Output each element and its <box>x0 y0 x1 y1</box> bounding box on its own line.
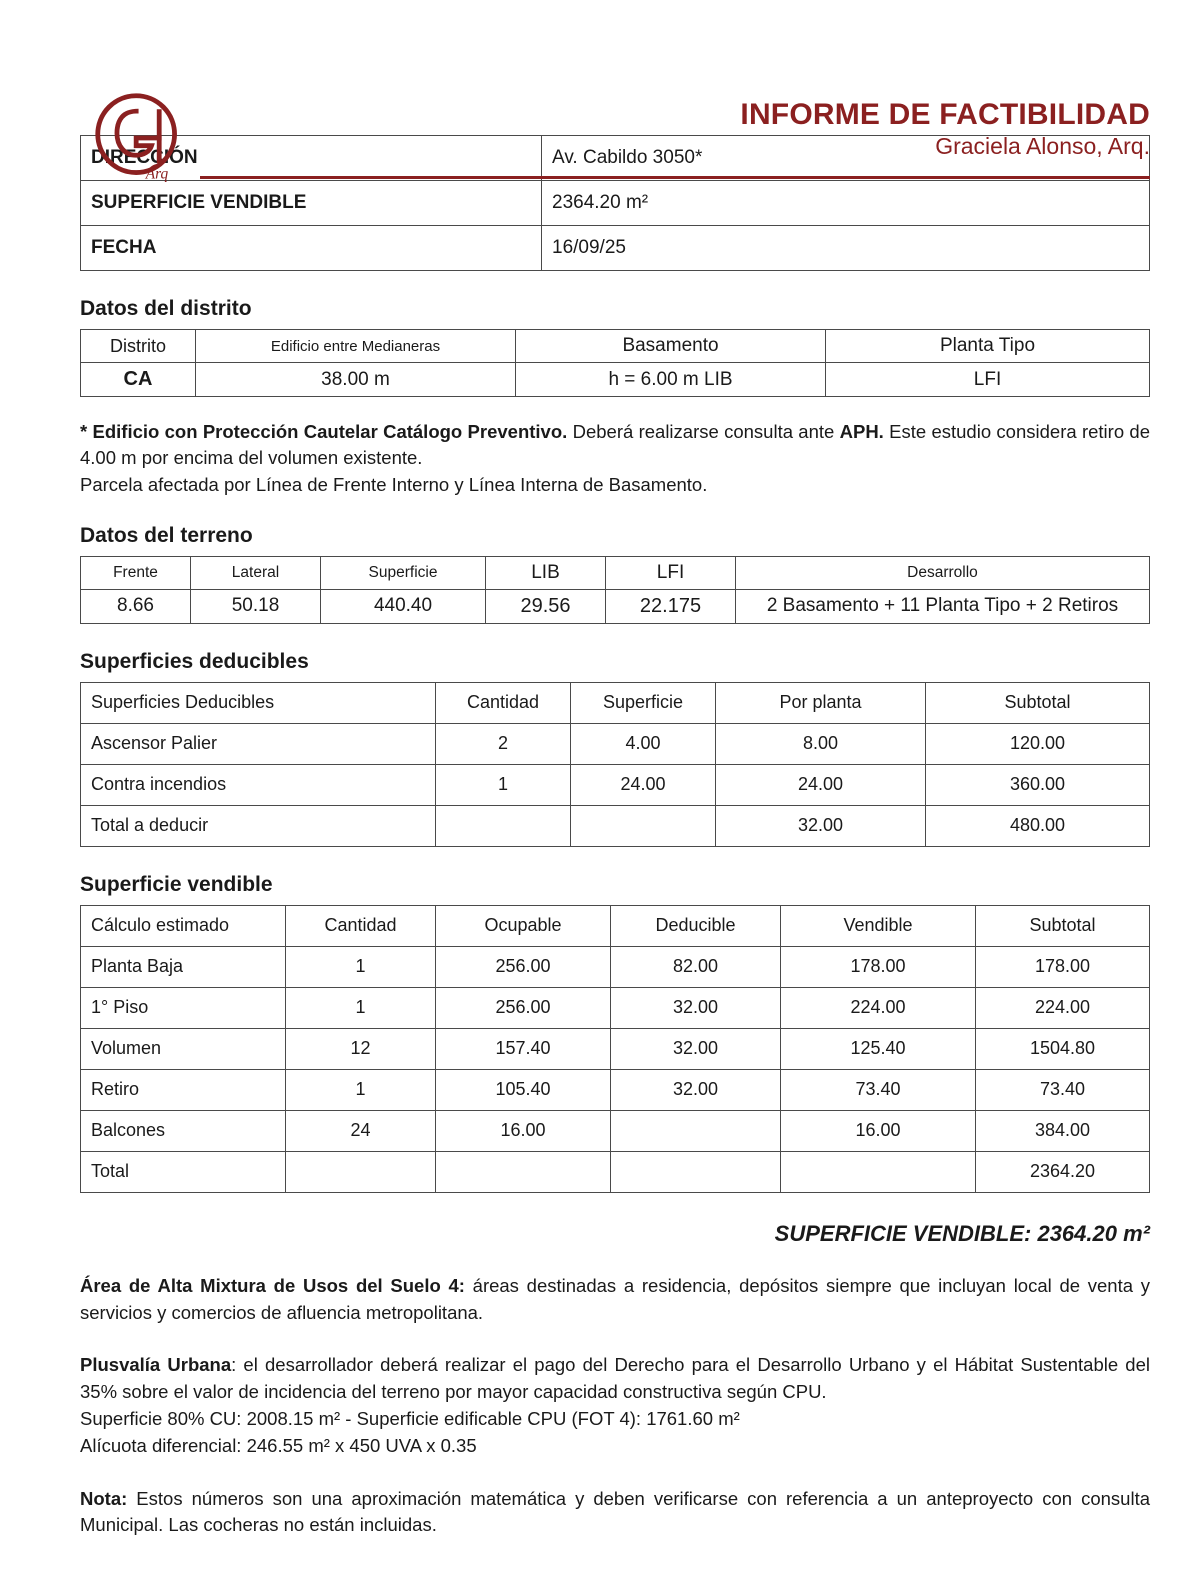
deducibles-table <box>80 682 1150 847</box>
footer-plusvalia-label: Plusvalía Urbana <box>80 1354 232 1376</box>
cell-ascensor-palier: Ascensor Palier <box>81 723 436 764</box>
table-row <box>81 589 1150 623</box>
footer-nota-label: Nota: <box>80 1487 128 1509</box>
table-row <box>81 987 1150 1028</box>
value-lib: 29.56 <box>486 589 606 623</box>
cell-incendios-subtotal: 360.00 <box>926 764 1150 805</box>
page-subtitle: Graciela Alonso, Arq. <box>935 133 1150 159</box>
value-lateral: 50.18 <box>191 589 321 623</box>
value-basamento: h = 6.00 m LIB <box>516 363 826 397</box>
vendible-table <box>80 905 1150 1193</box>
section-heading-distrito: Datos del distrito <box>80 297 252 320</box>
note-bold-aph: APH. <box>839 421 884 442</box>
footer-plusvalia-line-3: Alícuota diferencial: 246.55 m² x 450 UVA x 0.35 <box>80 1434 477 1456</box>
cell-total-subtotal: 2364.20 <box>976 1151 1150 1192</box>
cell-incendios-por-planta: 24.00 <box>716 764 926 805</box>
cell-incendios-superficie: 24.00 <box>571 764 716 805</box>
note-lead: * Edificio con Protección Cautelar Catálogo Preventivo. <box>80 421 568 442</box>
cell-total-a-deducir: Total a deducir <box>81 805 436 846</box>
table-row <box>81 764 1150 805</box>
total-superficie-vendible: SUPERFICIE VENDIBLE: 2364.20 m² <box>774 1220 1150 1246</box>
section-heading-deducibles: Superficies deducibles <box>80 649 309 673</box>
cell-ascensor-por-planta: 8.00 <box>716 723 926 764</box>
header-deducible: Deducible <box>611 905 781 946</box>
cell-retiro-deducible: 32.00 <box>611 1069 781 1110</box>
table-row <box>81 330 1150 363</box>
header-divider <box>200 176 1150 179</box>
value-superficie: 440.40 <box>321 589 486 623</box>
header-edificio-entre-medianeras: Edificio entre Medianeras <box>196 330 516 363</box>
footer-mixtura <box>80 1273 1150 1327</box>
cell-piso-subtotal: 224.00 <box>976 987 1150 1028</box>
footer-plusvalia <box>80 1352 1150 1459</box>
table-row <box>81 556 1150 589</box>
note-proteccion <box>80 419 1150 498</box>
cell-balcones-cantidad: 24 <box>286 1110 436 1151</box>
label-direccion: DIRECCIÓN <box>81 136 542 181</box>
table-row <box>81 1069 1150 1110</box>
cell-ascensor-cantidad: 2 <box>436 723 571 764</box>
cell-pb-vendible: 178.00 <box>781 946 976 987</box>
header-planta-tipo: Planta Tipo <box>826 330 1150 363</box>
label-superficie-vendible: SUPERFICIE VENDIBLE <box>81 181 542 226</box>
page-title: INFORME DE FACTIBILIDAD <box>740 98 1150 131</box>
cell-total-ocupable <box>436 1151 611 1192</box>
section-heading-vendible: Superficie vendible <box>80 872 273 896</box>
table-row <box>81 1028 1150 1069</box>
cell-balcones: Balcones <box>81 1110 286 1151</box>
cell-volumen-deducible: 32.00 <box>611 1028 781 1069</box>
svg-text:Arq: Arq <box>145 165 169 183</box>
footer-mixtura-label: Área de Alta Mixtura de Usos del Suelo 4: <box>80 1274 465 1296</box>
cell-volumen-cantidad: 12 <box>286 1028 436 1069</box>
footer-nota <box>80 1486 1150 1540</box>
cell-contra-incendios: Contra incendios <box>81 764 436 805</box>
header-distrito: Distrito <box>81 330 196 363</box>
table-row <box>81 1110 1150 1151</box>
table-row <box>81 946 1150 987</box>
cell-total-subtotal: 480.00 <box>926 805 1150 846</box>
value-lfi: 22.175 <box>606 589 736 623</box>
value-superficie-vendible: 2364.20 m² <box>542 181 1150 226</box>
cell-piso-ocupable: 256.00 <box>436 987 611 1028</box>
cell-total-cantidad <box>286 1151 436 1192</box>
cell-pb-cantidad: 1 <box>286 946 436 987</box>
cell-volumen: Volumen <box>81 1028 286 1069</box>
cell-pb-ocupable: 256.00 <box>436 946 611 987</box>
cell-volumen-vendible: 125.40 <box>781 1028 976 1069</box>
value-desarrollo: 2 Basamento + 11 Planta Tipo + 2 Retiros <box>736 589 1150 623</box>
table-row <box>81 723 1150 764</box>
value-direccion: Av. Cabildo 3050* <box>542 136 1150 181</box>
header-subtotal: Subtotal <box>926 682 1150 723</box>
footer-plusvalia-text: : el desarrollador deberá realizar el pago del Derecho para el Desarrollo Urbano y el Hábitat Sustentable del 35% sobre el valor de incidencia del terreno por mayor capacidad constructiva según CPU. <box>80 1354 1150 1403</box>
value-fecha: 16/09/25 <box>542 226 1150 271</box>
header-lateral: Lateral <box>191 556 321 589</box>
cell-total-superficie <box>571 805 716 846</box>
cell-total-cantidad <box>436 805 571 846</box>
header-subtotal: Subtotal <box>976 905 1150 946</box>
header-superficie: Superficie <box>571 682 716 723</box>
cell-piso-vendible: 224.00 <box>781 987 976 1028</box>
header-desarrollo: Desarrollo <box>736 556 1150 589</box>
cell-balcones-deducible <box>611 1110 781 1151</box>
note-text-2: Este estudio considera retiro de 4.00 m por encima del volumen existente. <box>80 421 1150 469</box>
cell-pb-deducible: 82.00 <box>611 946 781 987</box>
value-distrito: CA <box>81 363 196 397</box>
footer-nota-text: Estos números son una aproximación matemática y deben verificarse con referencia a un anteproyecto con consulta Municipal. Las cocheras no están incluidas. <box>80 1487 1150 1536</box>
cell-retiro-cantidad: 1 <box>286 1069 436 1110</box>
cell-planta-baja: Planta Baja <box>81 946 286 987</box>
cell-piso-deducible: 32.00 <box>611 987 781 1028</box>
table-row <box>81 363 1150 397</box>
district-table <box>80 329 1150 397</box>
cell-total: Total <box>81 1151 286 1192</box>
header-vendible: Vendible <box>781 905 976 946</box>
header-frente: Frente <box>81 556 191 589</box>
header-basamento: Basamento <box>516 330 826 363</box>
cell-retiro-subtotal: 73.40 <box>976 1069 1150 1110</box>
footer-mixtura-text: áreas destinadas a residencia, depósitos siempre que incluyan local de venta y servicios y comercios de afluencia metropolitana. <box>80 1274 1150 1323</box>
header-cantidad: Cantidad <box>286 905 436 946</box>
cell-pb-subtotal: 178.00 <box>976 946 1150 987</box>
header-por-planta: Por planta <box>716 682 926 723</box>
cell-balcones-vendible: 16.00 <box>781 1110 976 1151</box>
cell-primer-piso: 1° Piso <box>81 987 286 1028</box>
header-calculo-estimado: Cálculo estimado <box>81 905 286 946</box>
header-ocupable: Ocupable <box>436 905 611 946</box>
cell-volumen-subtotal: 1504.80 <box>976 1028 1150 1069</box>
value-frente: 8.66 <box>81 589 191 623</box>
table-row <box>81 1151 1150 1192</box>
terreno-table <box>80 556 1150 624</box>
value-planta-tipo: LFI <box>826 363 1150 397</box>
section-heading-terreno: Datos del terreno <box>80 523 253 547</box>
cell-volumen-ocupable: 157.40 <box>436 1028 611 1069</box>
cell-incendios-cantidad: 1 <box>436 764 571 805</box>
table-row <box>81 905 1150 946</box>
note-line-2: Parcela afectada por Línea de Frente Interno y Línea Interna de Basamento. <box>80 473 708 495</box>
note-text-1: Deberá realizarse consulta ante <box>567 421 840 442</box>
table-row <box>81 682 1150 723</box>
architect-monogram-logo-icon <box>92 90 188 186</box>
table-row <box>81 805 1150 846</box>
logo-container <box>80 88 200 186</box>
header-superficies-deducibles: Superficies Deducibles <box>81 682 436 723</box>
cell-balcones-subtotal: 384.00 <box>976 1110 1150 1151</box>
cell-ascensor-superficie: 4.00 <box>571 723 716 764</box>
value-edificio-entre-medianeras: 38.00 m <box>196 363 516 397</box>
header-lfi: LFI <box>606 556 736 589</box>
header-superficie: Superficie <box>321 556 486 589</box>
table-row <box>81 181 1150 226</box>
label-fecha: FECHA <box>81 226 542 271</box>
cell-balcones-ocupable: 16.00 <box>436 1110 611 1151</box>
cell-piso-cantidad: 1 <box>286 987 436 1028</box>
cell-retiro-vendible: 73.40 <box>781 1069 976 1110</box>
cell-total-deducible <box>611 1151 781 1192</box>
cell-retiro: Retiro <box>81 1069 286 1110</box>
cell-ascensor-subtotal: 120.00 <box>926 723 1150 764</box>
table-row <box>81 226 1150 271</box>
cell-total-por-planta: 32.00 <box>716 805 926 846</box>
header-lib: LIB <box>486 556 606 589</box>
footer-plusvalia-line-2: Superficie 80% CU: 2008.15 m² - Superficie edificable CPU (FOT 4): 1761.60 m² <box>80 1408 740 1430</box>
cell-total-vendible <box>781 1151 976 1192</box>
header-cantidad: Cantidad <box>436 682 571 723</box>
cell-retiro-ocupable: 105.40 <box>436 1069 611 1110</box>
